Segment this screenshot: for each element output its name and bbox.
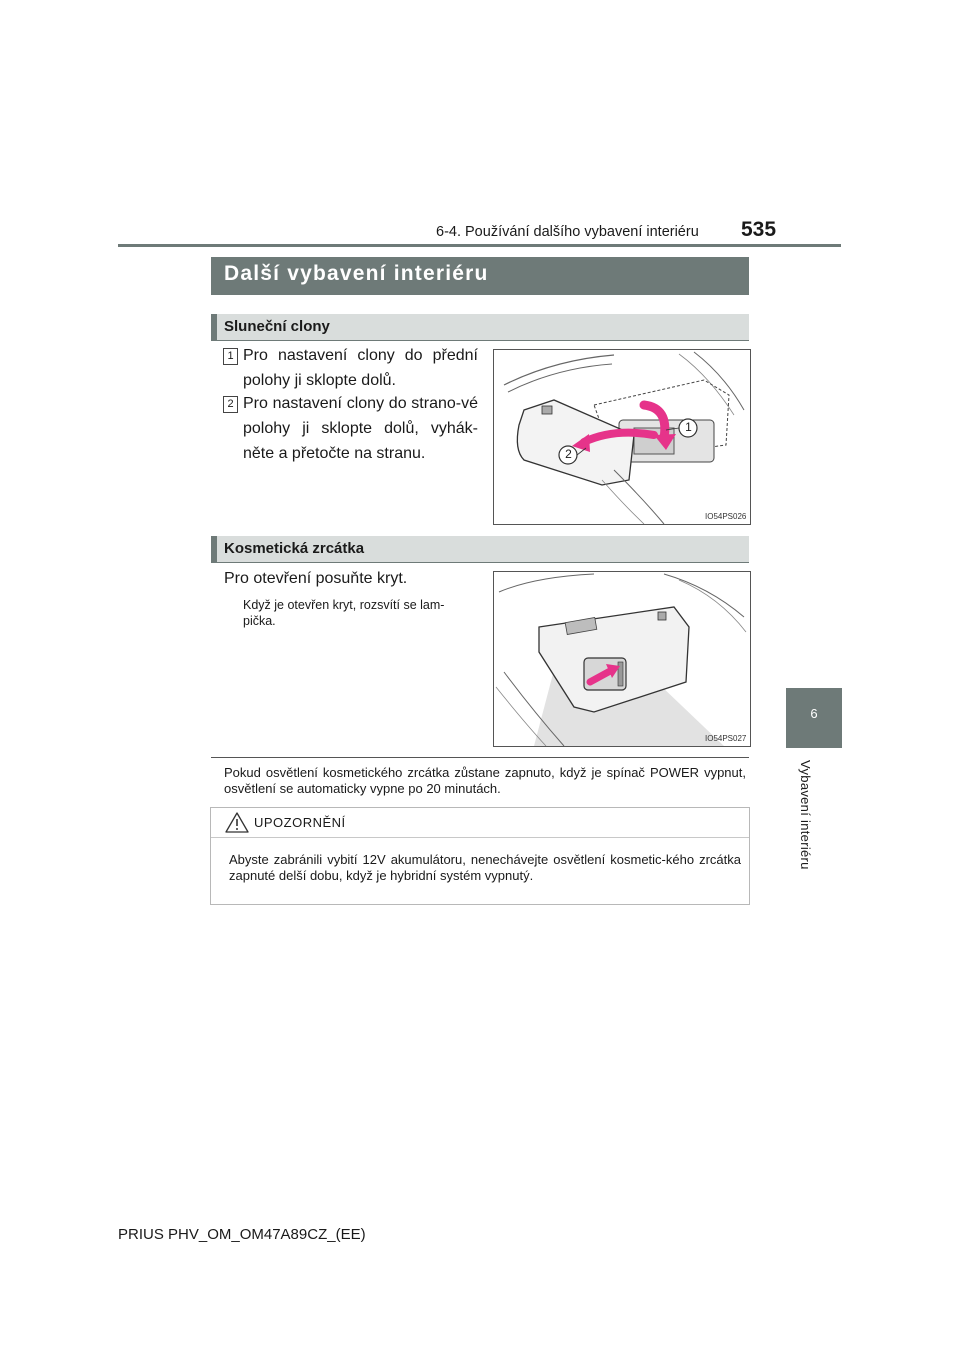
figure-code: IO54PS027 (705, 734, 747, 743)
header-section-title: 6-4. Používání dalšího vybavení interiéru (436, 224, 699, 240)
warning-rule (211, 837, 749, 838)
section-bar-stripe (211, 314, 217, 340)
figure-vanity-mirror (493, 571, 751, 747)
section-title-sun-visors: Sluneční clony (224, 318, 330, 335)
callout-2: 2 (565, 447, 572, 461)
warning-text: Abyste zabránili vybití 12V akumulátoru, nenechávejte osvětlení kosmetic-kého zrcátka zapnuté delší dobu, když je hybridní systém vypnutý. (229, 852, 741, 883)
section-bar-stripe (211, 536, 217, 562)
figure-code: IO54PS026 (705, 512, 747, 521)
step-number-badge: 2 (223, 396, 238, 413)
main-title: Další vybavení interiéru (224, 262, 489, 285)
header-rule (118, 244, 841, 247)
callout-1: 1 (685, 420, 692, 434)
chapter-tab-label: Vybavení interiéru (798, 760, 813, 870)
info-rule (211, 757, 749, 758)
step-number-badge: 1 (223, 348, 238, 365)
figure-sun-visor (493, 349, 751, 525)
step-text: Pro nastavení clony do přední polohy ji sklopte dolů. (243, 347, 478, 389)
warning-title: UPOZORNĚNÍ (254, 815, 346, 830)
chapter-tab-number: 6 (810, 706, 818, 721)
warning-triangle-icon (225, 812, 249, 833)
sun-visor-illustration (494, 350, 750, 524)
footer-document-code: PRIUS PHV_OM_OM47A89CZ_(EE) (118, 1226, 366, 1243)
vanity-mirror-illustration (494, 572, 750, 746)
instruction-text: Pro otevření posuňte kryt. (224, 570, 408, 587)
page-number: 535 (741, 218, 777, 241)
note-text: Když je otevřen kryt, rozsvítí se lam-pička. (243, 598, 445, 628)
section-title-vanity-mirrors: Kosmetická zrcátka (224, 540, 365, 557)
info-text: Pokud osvětlení kosmetického zrcátka zůstane zapnuto, když je spínač POWER vypnut, osvětlení se automaticky vypne po 20 minutách. (224, 765, 746, 796)
step-text: Pro nastavení clony do strano-vé polohy ji sklopte dolů, vyhák-něte a přetočte na stranu. (243, 395, 478, 462)
